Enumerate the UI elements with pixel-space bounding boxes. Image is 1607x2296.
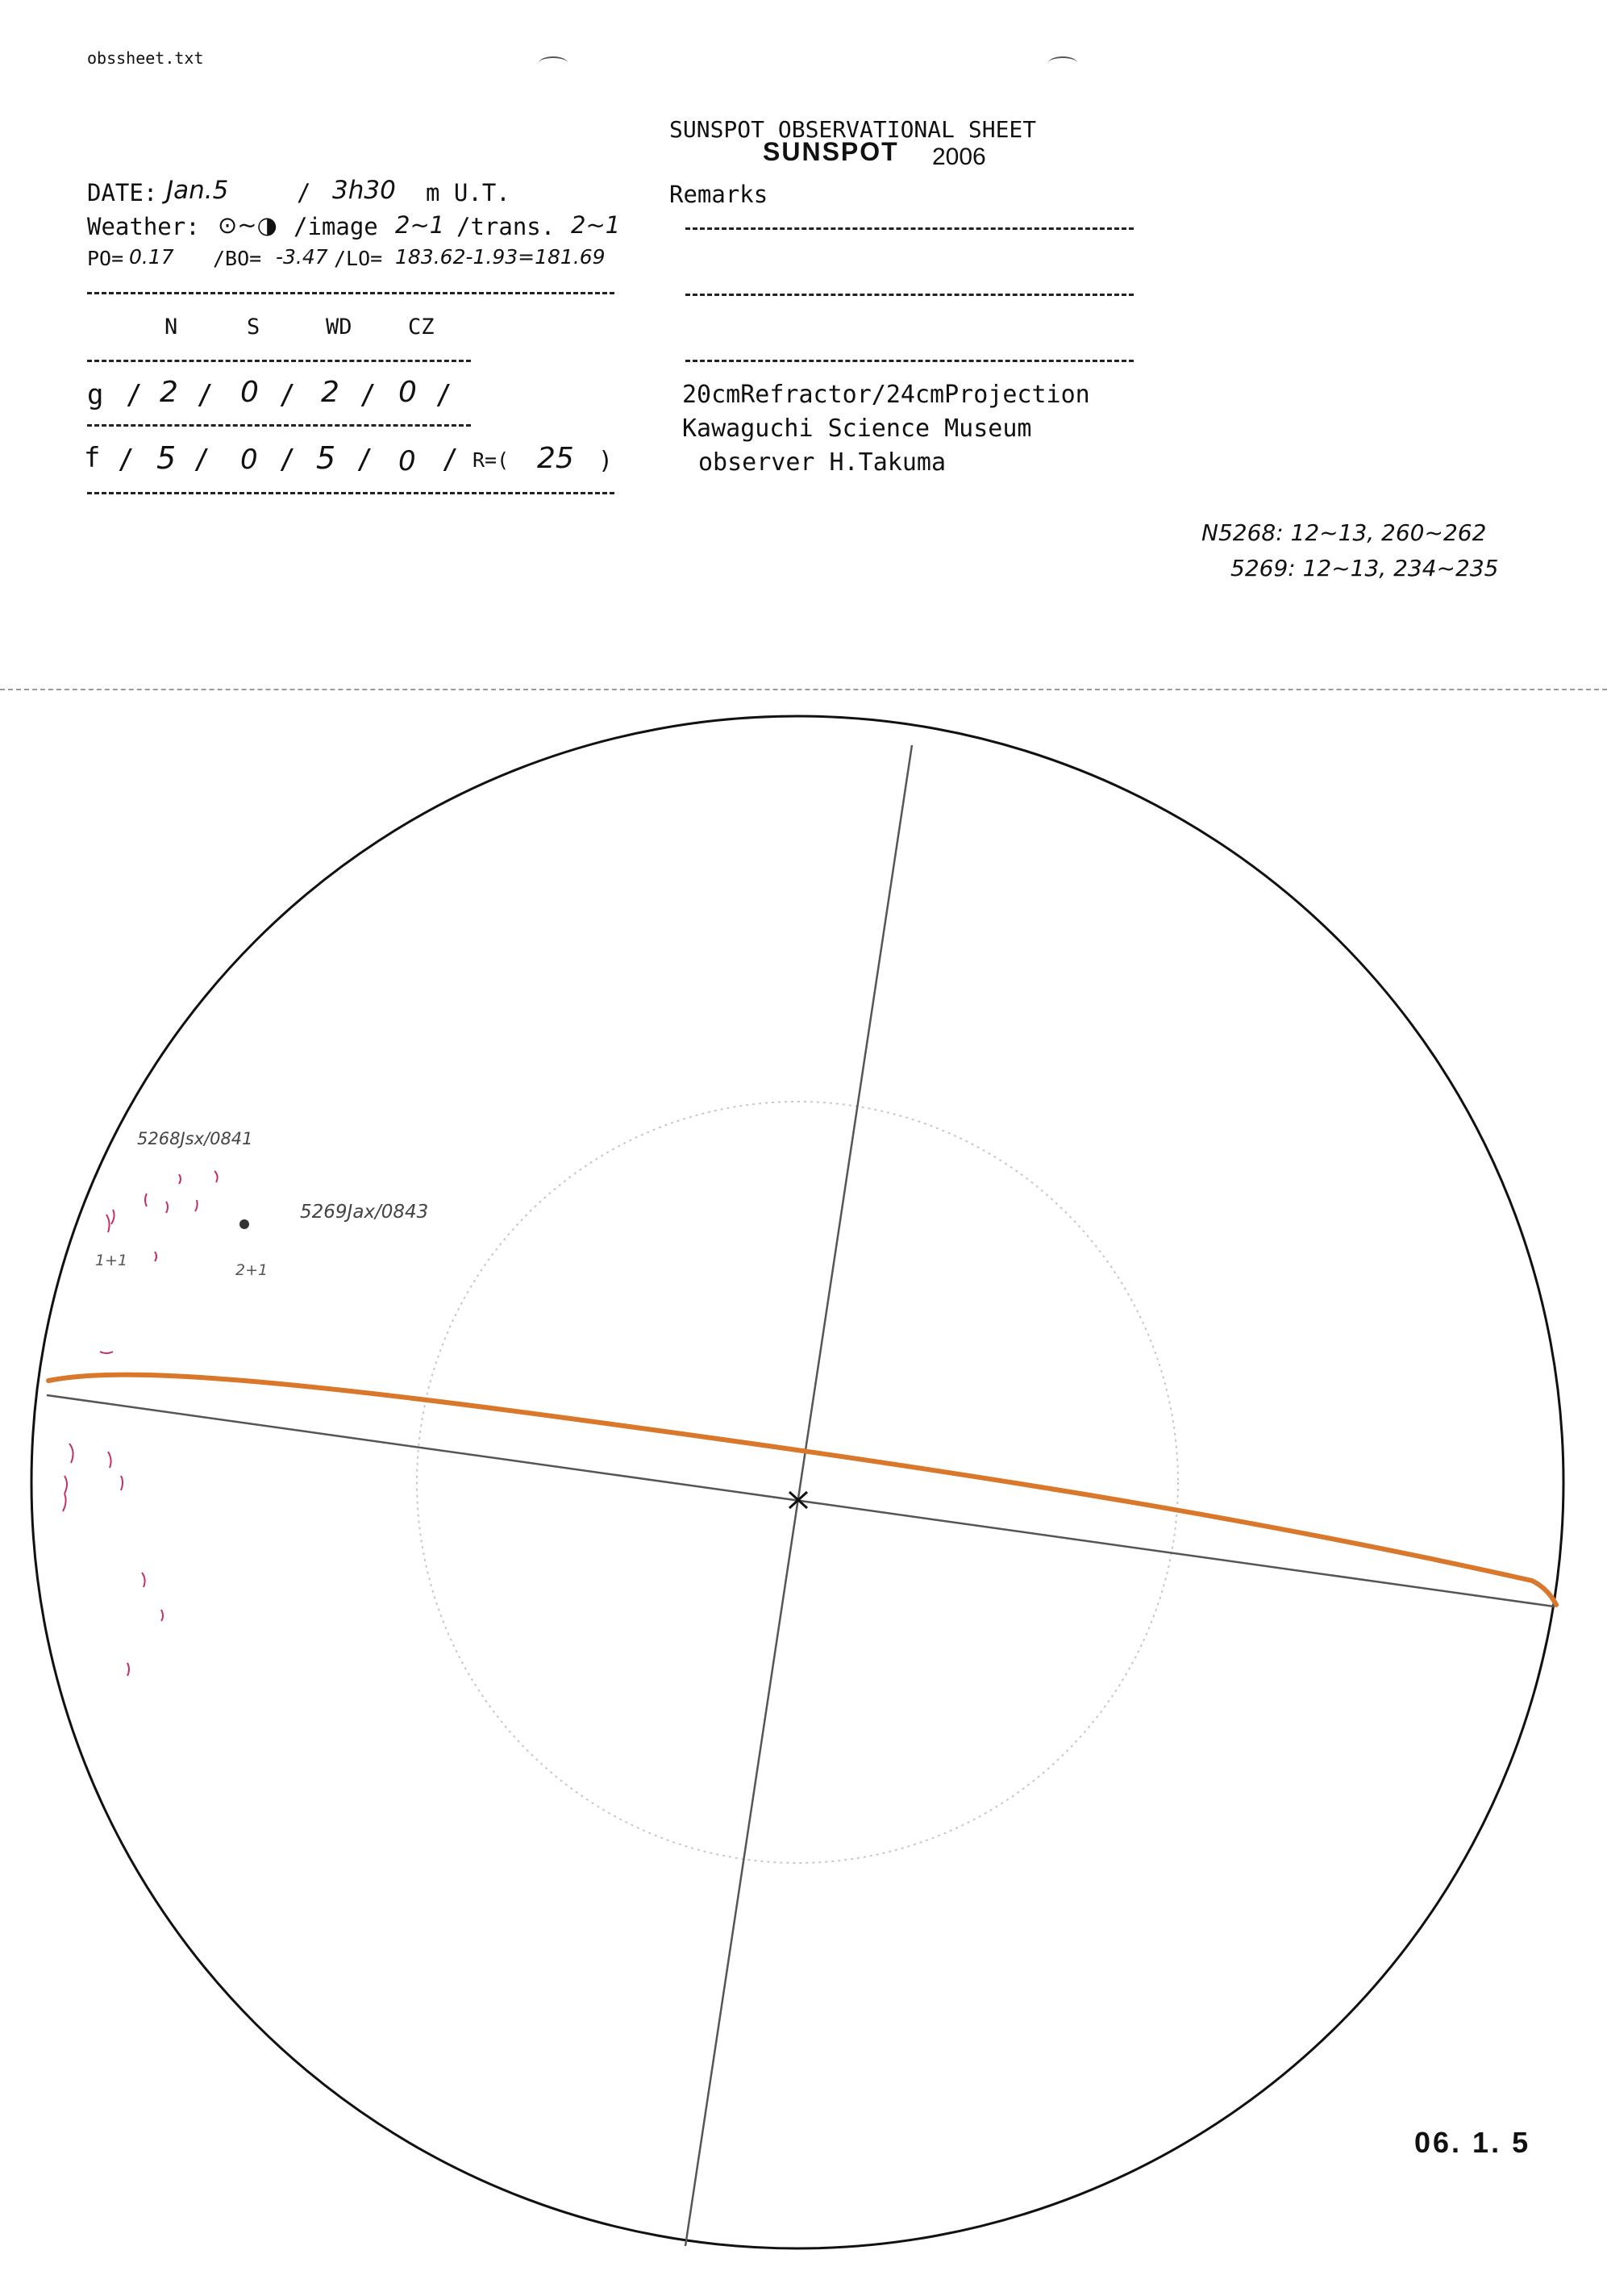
sheet-subtitle: SUNSPOT: [763, 137, 899, 166]
f-count-wd: 5: [316, 440, 336, 476]
spot-mark: [111, 1210, 114, 1224]
p0-label: PO=: [87, 247, 124, 270]
slash: /: [118, 444, 135, 476]
g-row-label: g: [87, 379, 104, 411]
solar-equator-line: [48, 1375, 1556, 1605]
slash: /: [194, 444, 210, 476]
slash: /: [197, 379, 214, 411]
slash: /: [126, 379, 143, 411]
solar-disk-outline: [31, 716, 1563, 2248]
instrument-text: 20cmRefractor/24cmProjection: [682, 381, 1090, 409]
spot-mark: [63, 1494, 66, 1511]
spot-mark: [69, 1444, 73, 1463]
spot-mark: [142, 1573, 145, 1587]
f-count-cz: 0: [398, 445, 416, 477]
f-count-s: 0: [240, 444, 258, 476]
museum-text: Kawaguchi Science Museum: [682, 415, 1032, 443]
weather-label: Weather:: [87, 213, 200, 240]
date-label: DATE:: [87, 179, 158, 206]
spot-mark: [127, 1663, 129, 1676]
remarks-label: Remarks: [669, 181, 768, 208]
f-row-label: f: [84, 442, 101, 474]
slash: /: [435, 379, 452, 411]
b0-value: -3.47: [276, 245, 328, 269]
group-note-2: 5269: 12~13, 234~235: [1230, 555, 1499, 581]
trans-value: 2~1: [571, 211, 621, 239]
observation-time: 3h30: [332, 176, 396, 205]
p0-value: 0.17: [129, 245, 174, 269]
g-count-s: 0: [240, 376, 259, 409]
file-label: obssheet.txt: [87, 48, 204, 68]
spot-mark: [214, 1171, 218, 1182]
group-count-label-2: 2+1: [235, 1261, 269, 1279]
spot-mark: [106, 1215, 110, 1232]
r-close: ): [598, 447, 614, 475]
weather-value: ⊙~◑: [218, 211, 277, 239]
l0-value: 183.62-1.93=181.69: [395, 245, 606, 269]
image-label: /image: [294, 213, 378, 240]
b0-label: /BO=: [213, 247, 262, 270]
f-count-n: 5: [156, 440, 177, 476]
count-header-wd: WD: [326, 315, 352, 340]
spot-mark: [195, 1200, 198, 1211]
spot-mark: [100, 1352, 113, 1353]
observation-date: Jan.5: [166, 176, 229, 205]
count-header-s: S: [247, 315, 260, 340]
group-note-1: N5268: 12~13, 260~262: [1201, 519, 1487, 546]
slash: /: [356, 444, 373, 476]
spot-mark: [145, 1194, 147, 1206]
image-value: 2~1: [395, 211, 445, 239]
r-value: 25: [537, 442, 574, 475]
g-count-wd: 2: [321, 376, 339, 409]
date-stamp: 06. 1. 5: [1414, 2126, 1531, 2159]
sheet-year: 2006: [932, 144, 986, 170]
l0-label: /LO=: [334, 247, 383, 270]
count-header-n: N: [164, 315, 178, 340]
central-meridian-line: [685, 745, 912, 2246]
sheet-title: SUNSPOT OBSERVATIONAL SHEET: [669, 116, 1037, 143]
inner-reference-circle: [417, 1102, 1178, 1863]
observer-text: observer H.Takuma: [698, 448, 947, 477]
group-count-label-1: 1+1: [95, 1252, 128, 1269]
spot-mark: [179, 1174, 181, 1184]
sunspot-group-marks: [63, 1171, 218, 1676]
g-count-n: 2: [160, 376, 178, 409]
spot-mark: [155, 1252, 156, 1261]
time-unit: m U.T.: [426, 179, 510, 206]
g-count-cz: 0: [398, 376, 417, 409]
spot-mark: [166, 1202, 168, 1213]
slash: /: [279, 379, 296, 411]
trans-label: /trans.: [456, 213, 556, 240]
count-header-cz: CZ: [408, 315, 435, 340]
slash: /: [442, 444, 459, 476]
spot-mark: [65, 1476, 67, 1494]
spot-mark: [121, 1476, 123, 1490]
group-label-5268: 5268Jsx/0841: [137, 1129, 253, 1148]
spot-mark: [161, 1610, 163, 1621]
sunspot-umbra: [239, 1219, 249, 1229]
date-separator: /: [297, 179, 311, 206]
spot-mark: [108, 1452, 111, 1468]
slash: /: [360, 379, 377, 411]
r-label: R=(: [473, 448, 510, 472]
group-label-5269: 5269Jax/0843: [300, 1202, 429, 1223]
slash: /: [279, 444, 296, 476]
